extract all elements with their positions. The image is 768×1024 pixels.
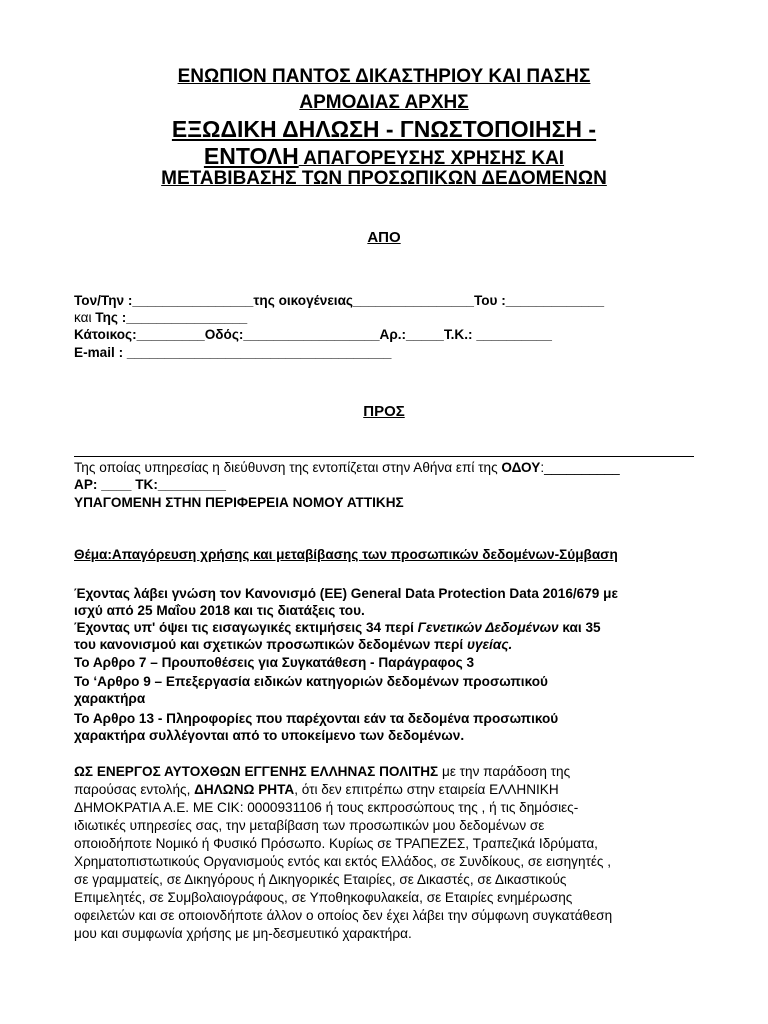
declaration-l2-a: παρούσας εντολής,: [74, 782, 195, 797]
from-tis: Της :________________: [95, 310, 248, 325]
declaration-citizen: ΩΣ ΕΝΕΡΓΟΣ ΑΥΤΟΧΘΩΝ ΕΓΓΕΝΗΣ ΕΛΛΗΝΑΣ ΠΟΛΙΤΗΣ: [74, 764, 439, 779]
para-1-line-1: Έχοντας λάβει γνώση τον Κανονισμό (ΕΕ) General Data Protection Data 2016/679 με: [74, 586, 618, 601]
region-line: ΥΠΑΓΟΜΕΝΗ ΣΤΗΝ ΠΕΡΙΦΕΡΕΙΑ ΝΟΜΟΥ ΑΤΤΙΚΗΣ: [74, 495, 404, 510]
para-2-health: υγείας.: [466, 637, 513, 652]
declaration-line-6: Χρηματοπιστωτικούς Οργανισμούς εντός και εκτός Ελλάδος, σε Συνδίκους, σε εισηγητές ,: [74, 854, 612, 869]
para-2-text-a: Έχοντας υπ' όψει τις εισαγωγικές εκτιμήσεις 34 περί: [74, 620, 418, 635]
declaration-explicit: ΔΗΛΩΝΩ ΡΗΤΑ: [194, 782, 295, 797]
subject-line: Θέμα:Απαγόρευση χρήσης και μεταβίβασης των προσωπικών δεδομένων-Σύμβαση: [74, 547, 618, 562]
from-row-address: Κάτοικος:_________Οδός:__________________Αρ.:_____Τ.Κ.: __________: [74, 327, 552, 342]
header-title-line-3: ΕΞΩΔΙΚΗ ΔΗΛΩΣΗ - ΓΝΩΣΤΟΠΟΙΗΣΗ -: [171, 116, 597, 142]
para-1-line-2: ισχύ από 25 Μαΐου 2018 και τις διατάξεις του.: [74, 603, 365, 618]
from-row-name: Τον/Την :________________της οικογένειας________________Του :_____________: [74, 293, 605, 308]
from-heading: ΑΠΟ: [367, 229, 401, 246]
service-street: ΟΔΟΥ: [501, 460, 541, 475]
para-2-line-1: [74, 619, 601, 637]
declaration-line-8: Επιμελητές, σε Συμβολαιογράφους, σε Υποθηκοφυλακεία, σε Εταιρίες ενημέρωσης: [74, 890, 573, 905]
service-prefix: Της οποίας υπηρεσίας η διεύθυνση της εντοπίζεται στην Αθήνα επί της: [74, 460, 502, 475]
service-address-line: [74, 460, 620, 475]
from-row-email: E-mail : ___________________________________: [74, 345, 392, 360]
declaration-l1-rest: με την παράδοση της: [438, 764, 571, 779]
header-title-line-4: [0, 143, 768, 170]
declaration-line-2: [74, 781, 559, 799]
service-suffix: :__________: [540, 460, 620, 475]
declaration-line-1: [74, 763, 570, 781]
recipient-line: [74, 456, 694, 457]
article-13-line-1: Το Αρθρο 13 - Πληροφορίες που παρέχονται εάν τα δεδομένα προσωπικού: [74, 711, 559, 726]
declaration-line-3: ΔΗΜΟΚΡΑΤΙΑ Α.Ε. ΜΕ CIK: 0000931106 ή τους εκπροσώπους της , ή τις δημόσιες-: [74, 800, 579, 815]
from-row-mother: [74, 310, 247, 325]
to-heading: ΠΡΟΣ: [363, 403, 405, 420]
article-9-line-1: Το ‘Αρθρο 9 – Επεξεργασία ειδικών κατηγοριών δεδομένων προσωπικού: [74, 674, 548, 689]
number-line: ΑΡ: ____ ΤΚ:_________: [74, 477, 226, 492]
para-2-genetic: Γενετικών Δεδομένων: [417, 620, 559, 635]
article-13-line-2: χαρακτήρα συλλέγονται από το υποκείμενο των δεδομένων.: [74, 728, 465, 743]
header-line-1: ΕΝΩΠΙΟΝ ΠΑΝΤΟΣ ΔΙΚΑΣΤΗΡΙΟΥ ΚΑΙ ΠΑΣΗΣ: [177, 66, 591, 87]
header-line-5: ΜΕΤΑΒΙΒΑΣΗΣ ΤΩΝ ΠΡΟΣΩΠΙΚΩΝ ΔΕΔΟΜΕΝΩΝ: [161, 168, 607, 189]
declaration-line-9: οφειλετών και σε οποιονδήποτε άλλον ο οποίος δεν έχει λάβει την σύμφωνη συγκατάθεση: [74, 908, 613, 923]
para-2-text-c: και 35: [558, 620, 601, 635]
para-2-text-d: του κανονισμού και σχετικών προσωπικών δεδομένων περί: [74, 637, 467, 652]
declaration-line-7: σε γραμματείς, σε Δικηγόρους ή Δικηγορικές Εταιρίες, σε Δικαστές, σε Δικαστικούς: [74, 872, 567, 887]
header-apagoreusis: ΑΠΑΓΟΡΕΥΣΗΣ ΧΡΗΣΗΣ ΚΑΙ: [298, 148, 565, 169]
article-7-line: Το Αρθρο 7 – Προυποθέσεις για Συγκατάθεση - Παράγραφος 3: [74, 655, 475, 670]
from-kai: και: [74, 310, 96, 325]
header-entoli: ΕΝΤΟΛΗ: [203, 143, 299, 169]
article-9-line-2: χαρακτήρα: [74, 691, 146, 706]
declaration-line-4: ιδιωτικές υπηρεσίες σας, την μεταβίβαση των προσωπικών μου δεδομένων σε: [74, 818, 545, 833]
declaration-l2-c: , ότι δεν επιτρέπω στην εταιρεία ΕΛΛΗΝΙΚΗ: [294, 782, 559, 797]
declaration-line-10: μου και συμφωνία χρήσης με μη-δεσμευτικό χαρακτήρα.: [74, 926, 412, 941]
declaration-line-5: οποιοδήποτε Νομικό ή Φυσικό Πρόσωπο. Κυρίως σε ΤΡΑΠΕΖΕΣ, Τραπεζικά Ιδρύματα,: [74, 836, 598, 851]
para-2-line-2: [74, 636, 512, 654]
header-line-2: ΑΡΜΟΔΙΑΣ ΑΡΧΗΣ: [299, 92, 469, 113]
